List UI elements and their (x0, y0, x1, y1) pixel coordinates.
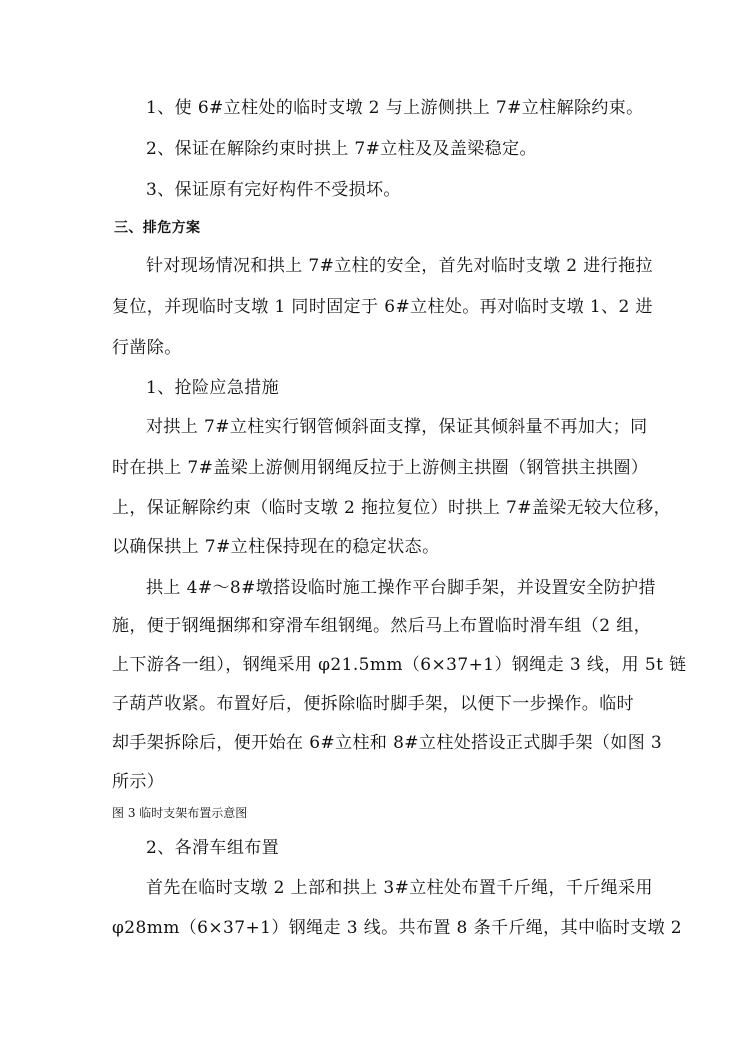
intro-line-2: 复位，并现临时支墩 1 同时固定于 6#立柱处。再对临时支墩 1、2 进 (112, 297, 653, 317)
subsection-title-2: 2、各滑车组布置 (146, 838, 280, 858)
para1-line-2: 时在拱上 7#盖梁上游侧用钢绳反拉于上游侧主拱圈（钢管拱主拱圈） (112, 458, 649, 478)
goal-item-1: 1、使 6#立柱处的临时支墩 2 与上游侧拱上 7#立柱解除约束。 (146, 98, 644, 118)
para3-line-1: 首先在临时支墩 2 上部和拱上 3#立柱处布置千斤绳，千斤绳采用 (146, 878, 653, 898)
para1-line-4: 以确保拱上 7#立柱保持现在的稳定状态。 (112, 537, 440, 557)
para2-line-1: 拱上 4#～8#墩搭设临时施工操作平台脚手架，并设置安全防护措 (146, 578, 656, 598)
intro-line-3: 行凿除。 (112, 338, 182, 358)
para2-line-6: 所示） (112, 772, 165, 792)
para1-line-1: 对拱上 7#立柱实行钢管倾斜面支撑，保证其倾斜量不再加大；同 (146, 417, 648, 437)
para3-line-2: φ28mm（6×37+1）钢绳走 3 线。共布置 8 条千斤绳，其中临时支墩 2 (112, 918, 682, 938)
subsection-title-1: 1、抢险应急措施 (146, 378, 280, 398)
section-title: 三、排危方案 (114, 220, 201, 236)
figure-caption: 图 3 临时支架布置示意图 (112, 806, 248, 820)
goal-item-2: 2、保证在解除约束时拱上 7#立柱及及盖梁稳定。 (146, 139, 537, 159)
goal-item-3: 3、保证原有完好构件不受损坏。 (146, 180, 401, 200)
para2-line-3: 上下游各一组），钢绳采用 φ21.5mm（6×37+1）钢绳走 3 线，用 5t 链 (112, 655, 687, 675)
para1-line-3: 上，保证解除约束（临时支墩 2 拖拉复位）时拱上 7#盖梁无较大位移， (112, 498, 672, 518)
para2-line-2: 施，便于钢绳捆绑和穿滑车组钢绳。然后马上布置临时滑车组（2 组， (112, 616, 652, 636)
intro-line-1: 针对现场情况和拱上 7#立柱的安全，首先对临时支墩 2 进行拖拉 (146, 256, 653, 276)
para2-line-4: 子葫芦收紧。布置好后，便拆除临时脚手架，以便下一步操作。临时 (112, 694, 634, 714)
para2-line-5: 却手架拆除后，便开始在 6#立柱和 8#立柱处搭设正式脚手架（如图 3 (112, 733, 663, 753)
